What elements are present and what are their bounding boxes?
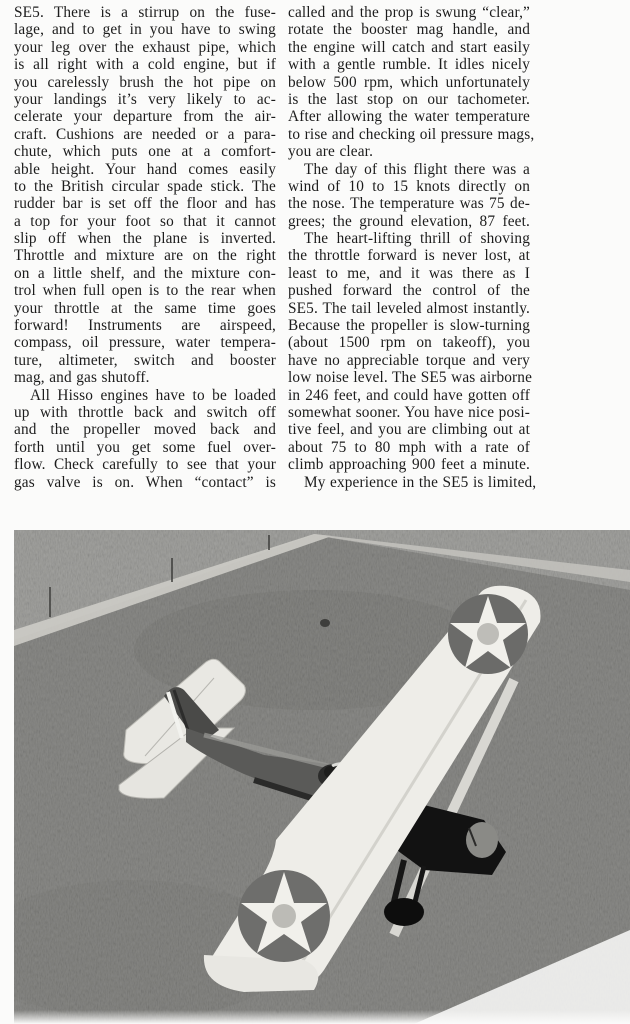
- roundel-bottom: [238, 870, 330, 962]
- text-line: on a little shelf, and the mixture con-: [14, 264, 276, 282]
- text-line: My experience in the SE5 is limited,: [304, 473, 537, 491]
- text-line: to the British circular spade stick. The: [14, 177, 276, 195]
- text-line: All Hisso engines have to be loaded: [30, 386, 276, 404]
- text-line: tive feel, and you are climbing out at: [288, 421, 530, 439]
- text-line: (about 1500 rpm on takeoff), you: [288, 334, 530, 352]
- text-line: is the last stop on our tachometer.: [288, 90, 530, 108]
- landing-wheel: [384, 898, 424, 926]
- text-line: and the propeller moved back and: [14, 421, 276, 439]
- text-line: you carelessly brush the hot pipe on: [14, 73, 276, 91]
- text-line: the nose. The temperature was 75 de-: [288, 195, 530, 213]
- text-line: wind of 10 to 15 knots directly on: [288, 177, 530, 195]
- text-line: rudder bar is set off the floor and has: [14, 195, 276, 213]
- text-line: gas valve is on. When “contact” is: [14, 473, 276, 491]
- text-line: celerate your departure from the air-: [14, 108, 276, 126]
- text-line: your leg over the exhaust pipe, which: [14, 38, 276, 56]
- text-line: up with throttle back and switch off: [14, 403, 276, 421]
- text-line: with a gentle rumble. It idles nicely: [288, 56, 530, 74]
- text-line: to rise and checking oil pressure mags,: [288, 125, 535, 143]
- ground-spot: [320, 619, 330, 627]
- text-line: trol when full open is to the rear when: [14, 282, 276, 300]
- text-line: The day of this flight there was a: [304, 160, 530, 178]
- text-line: SE5. There is a stirrup on the fuse-: [14, 4, 276, 21]
- text-line: the engine will catch and start easily: [288, 38, 530, 56]
- text-line: Throttle and mixture are on the right: [14, 247, 276, 265]
- text-line: forward! Instruments are airspeed,: [14, 317, 276, 335]
- text-line: slip off when the plane is inverted.: [14, 230, 276, 248]
- text-line: your landings it’s very likely to ac-: [14, 90, 276, 108]
- text-line: have no appreciable torque and very: [288, 351, 530, 369]
- text-line: craft. Cushions are needed or a para-: [14, 125, 276, 143]
- text-line: called and the prop is swung “clear,”: [288, 4, 530, 21]
- text-line: The heart-lifting thrill of shoving: [304, 230, 530, 248]
- text-line: climb approaching 900 feet a minute.: [288, 456, 530, 474]
- text-line: SE5. The tail leveled almost instantly.: [288, 299, 530, 317]
- text-line: rotate the booster mag handle, and: [288, 21, 530, 39]
- text-line: your throttle at the same time goes: [14, 299, 276, 317]
- text-line: flow. Check carefully to see that your: [14, 456, 276, 474]
- text-line: pushed forward the control of the: [288, 282, 530, 300]
- text-line: mag, and gas shutoff.: [14, 369, 150, 387]
- article-column-right: [288, 4, 537, 491]
- text-line: somewhat sooner. You have nice posi-: [288, 403, 530, 421]
- article-column-left: [14, 4, 276, 491]
- text-line: you are clear.: [288, 143, 374, 161]
- text-line: below 500 rpm, which unfortunately: [288, 73, 530, 91]
- text-line: Because the propeller is slow-turning: [288, 317, 530, 335]
- text-line: After allowing the water temperature: [288, 108, 530, 126]
- text-line: compass, oil pressure, water tempera-: [14, 334, 276, 352]
- text-line: low noise level. The SE5 was airborne: [288, 369, 533, 387]
- text-line: least to me, and it was there as I: [288, 264, 530, 282]
- text-line: in 246 feet, and could have gotten off: [288, 386, 530, 404]
- roundel-top: [448, 594, 528, 674]
- text-line: grees; the ground elevation, 87 feet.: [288, 212, 530, 230]
- text-line: chute, which puts one at a comfort-: [14, 143, 276, 161]
- text-line: is all right with a cold engine, but if: [14, 56, 276, 74]
- airplane-photo: [14, 530, 630, 1024]
- text-line: about 75 to 80 mph with a rate of: [288, 438, 530, 456]
- text-line: forth until you get some fuel over-: [14, 438, 276, 456]
- text-line: the throttle forward is never lost, at: [288, 247, 530, 265]
- biplane-photo-illustration: [14, 530, 630, 1024]
- text-line: lage, and to get in you have to swing: [14, 21, 276, 39]
- text-line: ture, altimeter, switch and booster: [14, 351, 276, 369]
- text-line: a top for your foot so that it cannot: [14, 212, 276, 230]
- text-line: able height. Your hand comes easily: [14, 160, 276, 178]
